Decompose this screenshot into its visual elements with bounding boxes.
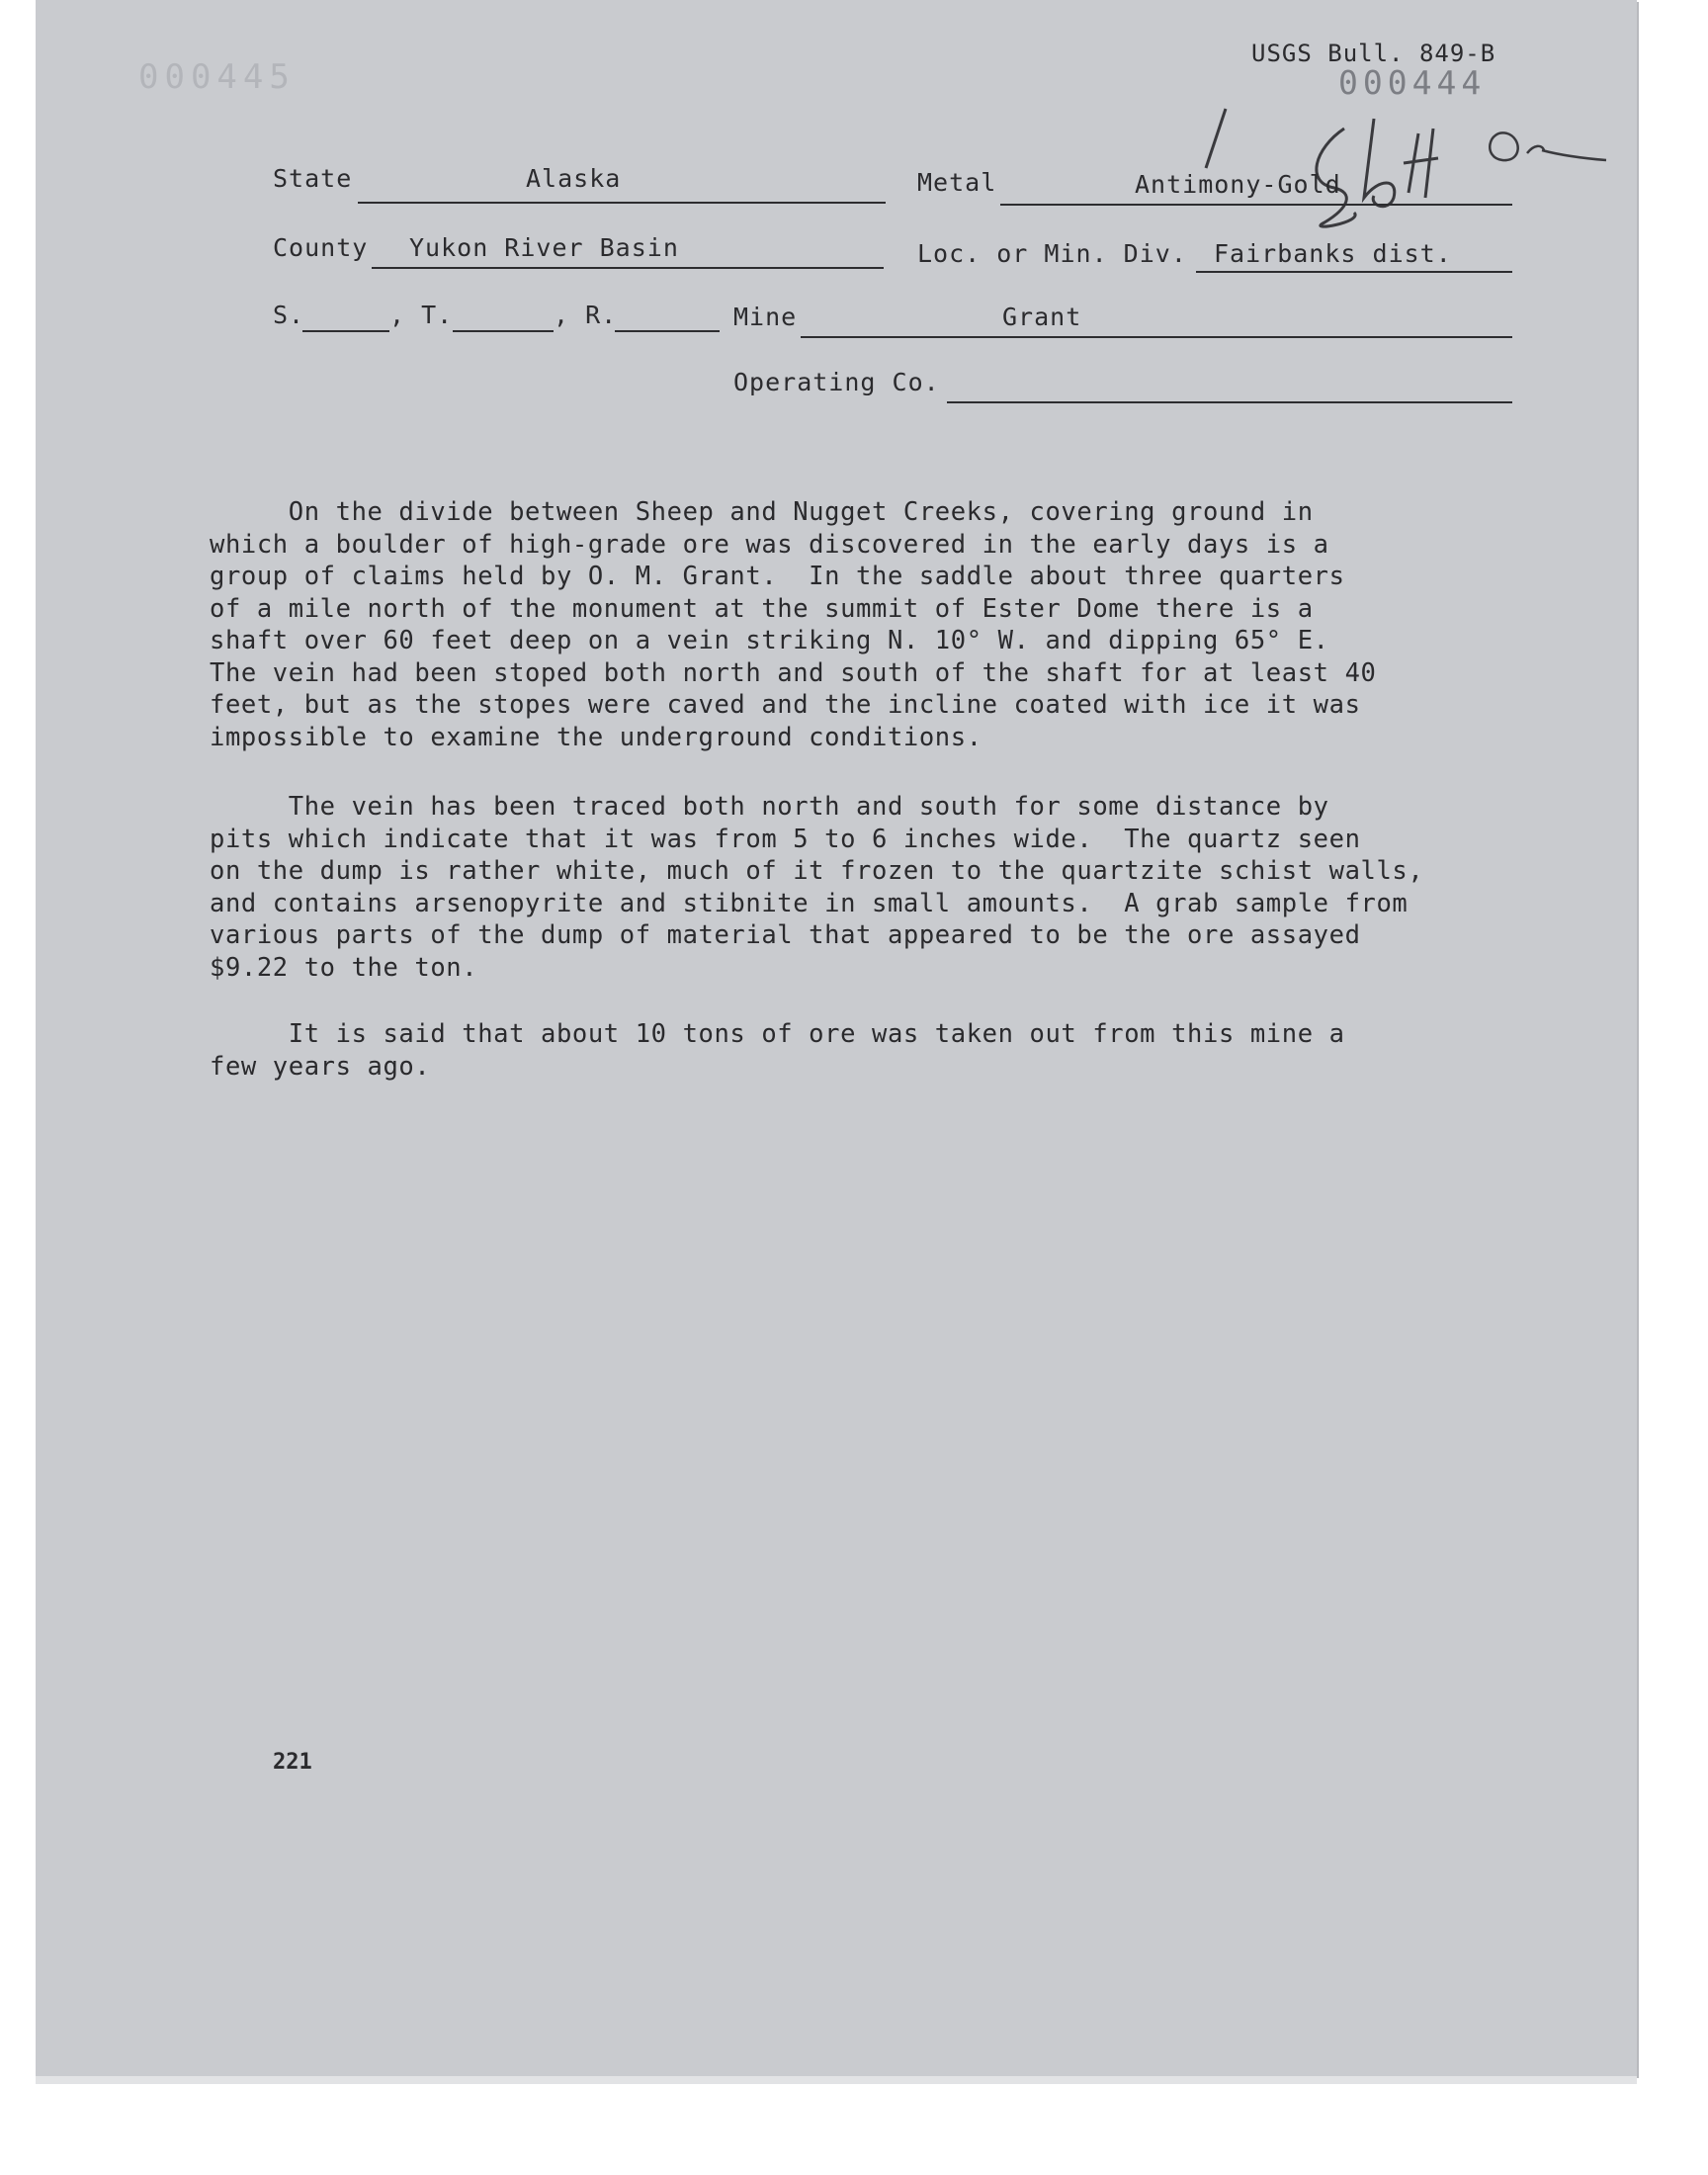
mine-underline <box>801 336 1512 338</box>
mine-value: Grant <box>1002 303 1082 331</box>
county-underline <box>372 267 884 269</box>
loc-value: Fairbanks dist. <box>1214 239 1452 268</box>
s-label: S. <box>273 301 305 329</box>
r-label: , R. <box>554 301 618 329</box>
metal-value: Antimony-Gold <box>1135 170 1341 199</box>
paragraph-1: On the divide between Sheep and Nugget Creeks, covering ground in which a boulder of high-grade ore was discovered in the early days is a group of claims held by O. M. Grant. In the saddle about three quarters of a mile north of the monument at the summit of Ester Dome there is a shaft over 60 feet deep on a vein striking N. 10° W. and dipping 65° E. The vein had been stoped both north and south of the shaft for at least 40 feet, but as the stopes were caved and the incline coated with ice it was impossible to examine the underground conditions. <box>210 497 1377 752</box>
operating-label: Operating Co. <box>733 368 940 396</box>
paragraph-2: The vein has been traced both north and south for some distance by pits which indicate that it was from 5 to 6 inches wide. The quartz seen on the dump is rather white, much of it frozen to the quartzite schist walls, and contains arsenopyrite and stibnite in small amounts. A grab sample from various parts of the dump of material that appeared to be the ore assayed $9.22 to the ton. <box>210 792 1424 983</box>
stamp-number: 000444 <box>1338 63 1487 102</box>
loc-underline <box>1196 271 1512 273</box>
loc-label: Loc. or Min. Div. <box>917 239 1187 268</box>
state-value: Alaska <box>526 164 622 193</box>
faint-stamp-number: 000445 <box>138 57 296 97</box>
mine-label: Mine <box>733 303 798 331</box>
page-number: 221 <box>273 1750 312 1775</box>
handwritten-annotation <box>1166 89 1621 247</box>
metal-label: Metal <box>917 168 997 197</box>
metal-underline <box>1000 204 1512 206</box>
r-underline <box>615 330 720 332</box>
page-edge <box>36 2076 1637 2084</box>
t-label: , T. <box>389 301 454 329</box>
state-label: State <box>273 164 353 193</box>
paragraph-3: It is said that about 10 tons of ore was taken out from this mine a few years ago. <box>210 1019 1345 1082</box>
county-value: Yukon River Basin <box>409 233 679 262</box>
s-underline <box>302 330 389 332</box>
t-underline <box>453 330 554 332</box>
state-underline <box>358 202 886 204</box>
reference-number: USGS Bull. 849-B <box>1251 40 1496 67</box>
operating-underline <box>947 401 1512 403</box>
county-label: County <box>273 233 369 262</box>
